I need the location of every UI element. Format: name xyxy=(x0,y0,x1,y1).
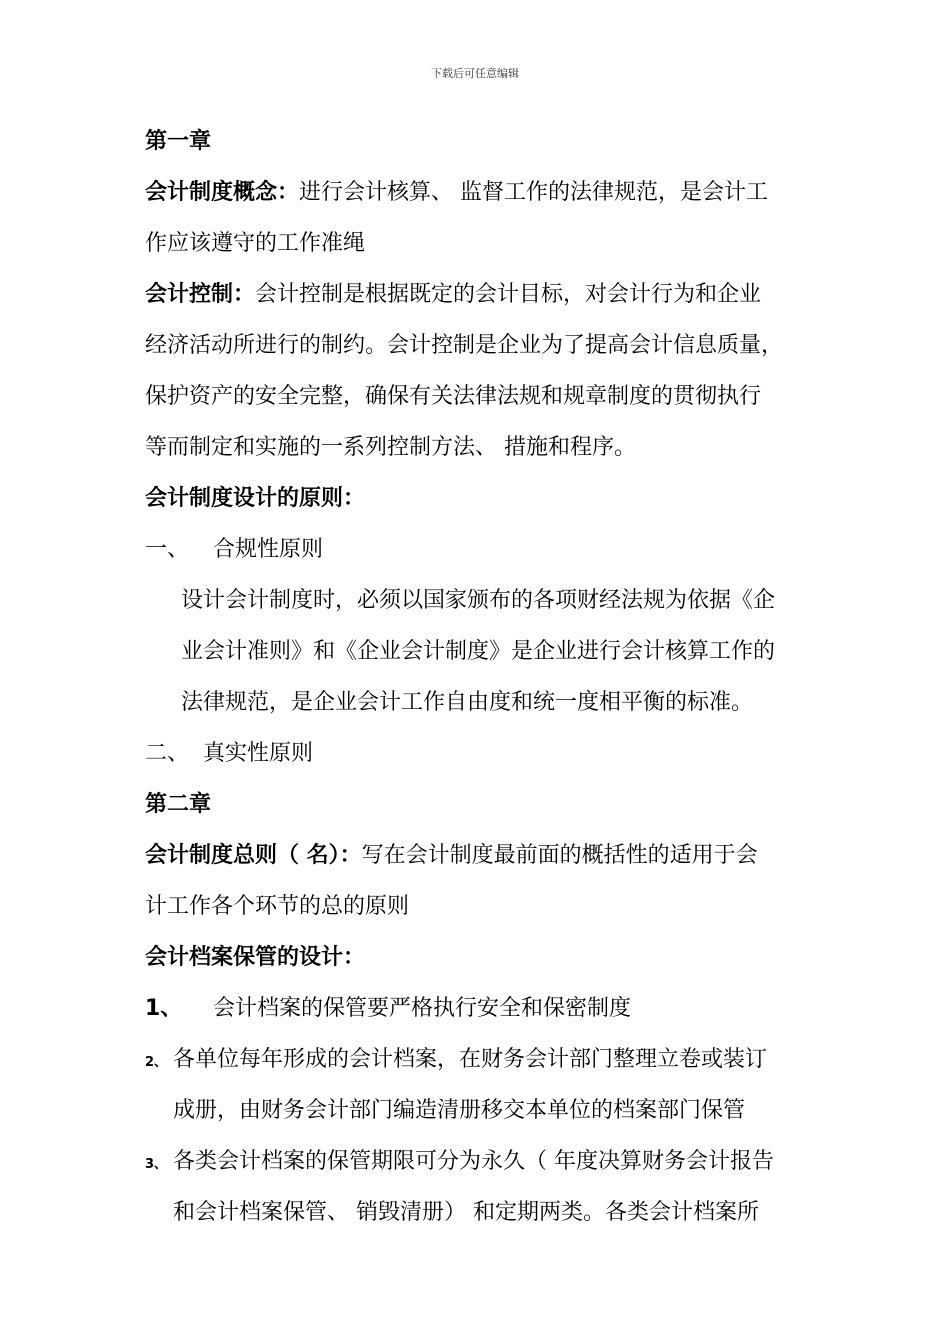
archive-item-2-line-2: 成册，由财务会计部门编造清册移交本单位的档案部门保管 xyxy=(173,1098,746,1123)
principle-1-heading xyxy=(145,524,810,575)
control-paragraph-line-3: 保护资产的安全完整，确保有关法律法规和规章制度的贯彻执行 xyxy=(145,384,762,409)
principle-1-line-2: 业会计准则》和《企业会计制度》是企业进行会计核算工作的 xyxy=(181,639,776,664)
archive-item-2-line-1 xyxy=(145,1034,810,1085)
page-header-note: 下载后可任意编辑 xyxy=(431,67,519,80)
archive-item-1 xyxy=(145,983,810,1034)
control-term: 会计控制： xyxy=(145,282,256,307)
general-body: 写在会计制度最前面的概括性的适用于会 xyxy=(361,843,758,868)
archive-item-3-line-1 xyxy=(145,1136,810,1187)
concept-body: 进行会计核算、 监督工作的法律规范，是会计工 xyxy=(299,180,769,205)
concept-paragraph-line-1 xyxy=(145,167,810,218)
principle-1-marker: 一、 xyxy=(145,537,190,562)
chapter-1-title: 第一章 xyxy=(145,129,212,154)
principle-1-title: 合规性原则 xyxy=(213,537,324,562)
concept-term: 会计制度概念： xyxy=(145,180,300,205)
control-body: 会计控制是根据既定的会计目标，对会计行为和企业 xyxy=(255,282,762,307)
control-paragraph-line-1 xyxy=(145,269,810,320)
archive-item-1-marker: 1、 xyxy=(145,996,183,1021)
principle-1-line-3: 法律规范，是企业会计工作自由度和统一度相平衡的标准。 xyxy=(181,690,754,715)
control-paragraph-line-2: 经济活动所进行的制约。会计控制是企业为了提高会计信息质量， xyxy=(145,333,784,358)
archive-item-1-text: 会计档案的保管要严格执行安全和保密制度 xyxy=(213,996,632,1021)
principle-1-line-1: 设计会计制度时，必须以国家颁布的各项财经法规为依据《企 xyxy=(181,588,776,613)
concept-paragraph-line-2: 作应该遵守的工作准绳 xyxy=(145,231,366,256)
document-body xyxy=(145,116,810,1238)
general-paragraph-line-1 xyxy=(145,830,810,881)
principle-2-title: 真实性原则 xyxy=(203,741,314,766)
chapter-2-title: 第二章 xyxy=(145,792,212,817)
control-paragraph-line-4: 等而制定和实施的一系列控制方法、 措施和程序。 xyxy=(145,435,636,460)
principle-2-heading xyxy=(145,728,810,779)
archive-heading: 会计档案保管的设计： xyxy=(145,945,366,970)
general-paragraph-line-2: 计工作各个环节的总的原则 xyxy=(145,894,410,919)
archive-item-3-line-2: 和会计档案保管、 销毁清册） 和定期两类。各类会计档案所 xyxy=(173,1200,759,1225)
archive-item-3-text: 各类会计档案的保管期限可分为永久（ 年度决算财务会计报告 xyxy=(173,1149,774,1174)
archive-item-3-marker: 3、 xyxy=(145,1157,168,1172)
principles-heading: 会计制度设计的原则： xyxy=(145,486,366,511)
general-term: 会计制度总则（ 名）： xyxy=(145,843,362,868)
archive-item-2-marker: 2、 xyxy=(145,1055,168,1070)
principle-2-marker: 二、 xyxy=(145,741,190,766)
archive-item-2-text: 各单位每年形成的会计档案，在财务会计部门整理立卷或装订 xyxy=(173,1047,768,1072)
